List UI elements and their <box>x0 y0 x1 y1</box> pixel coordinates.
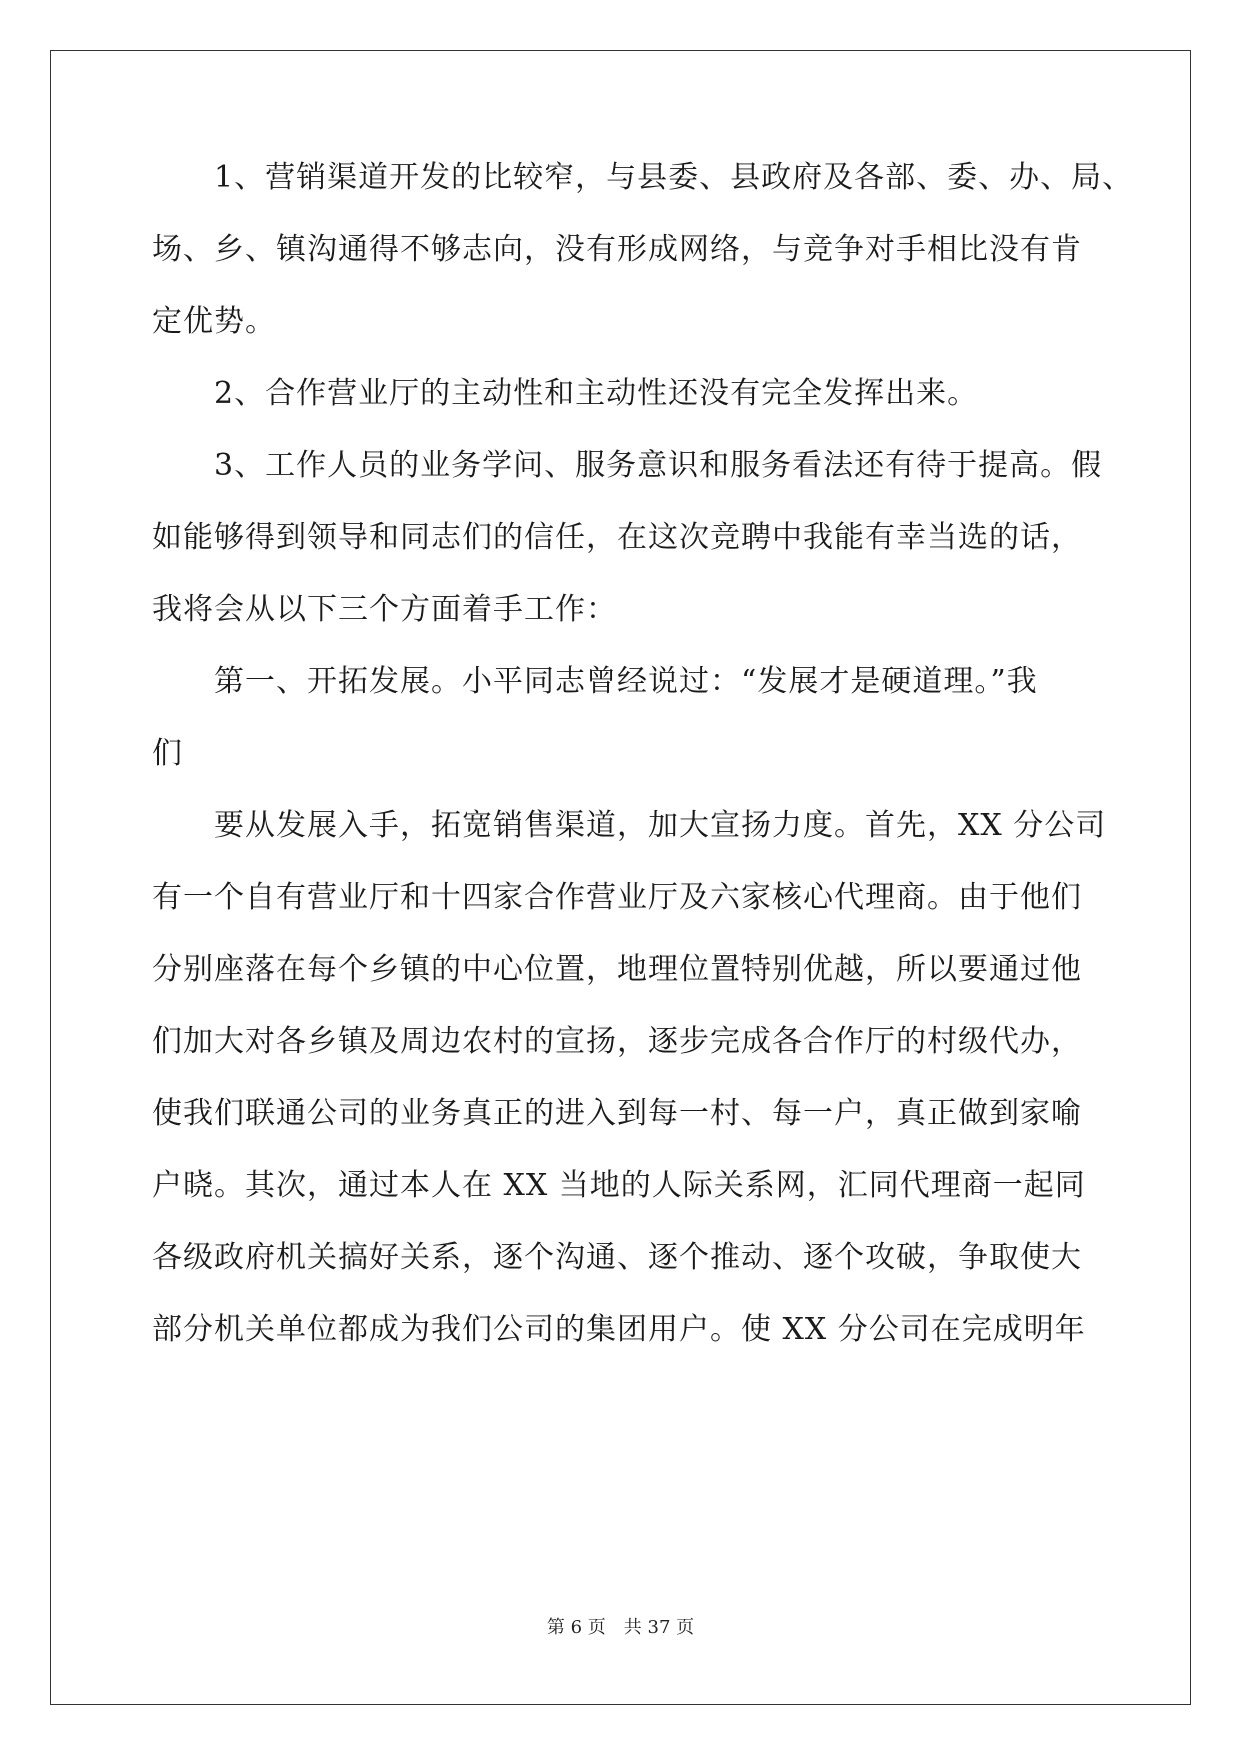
text-line: 第一、开拓发展。小平同志曾经说过：“发展才是硬道理。”我 <box>152 664 1038 699</box>
text-line: 3、工作人员的业务学问、服务意识和服务看法还有待于提高。假 <box>152 448 1103 483</box>
text-line: 们 <box>152 736 183 771</box>
text-line: 们加大对各乡镇及周边农村的宣扬，逐步完成各合作厅的村级代办， <box>152 1024 1082 1059</box>
text-line: 1、营销渠道开发的比较窄，与县委、县政府及各部、委、办、局、 <box>152 160 1134 195</box>
text-line: 部分机关单位都成为我们公司的集团用户。使 XX 分公司在完成明年 <box>152 1312 1086 1347</box>
page-number-footer: 第 6 页 共 37 页 <box>546 1617 695 1638</box>
text-line: 要从发展入手，拓宽销售渠道，加大宣扬力度。首先，XX 分公司 <box>152 808 1107 843</box>
text-line: 各级政府机关搞好关系，逐个沟通、逐个推动、逐个攻破，争取使大 <box>152 1240 1082 1275</box>
text-line: 如能够得到领导和同志们的信任，在这次竞聘中我能有幸当选的话， <box>152 520 1082 555</box>
text-line: 定优势。 <box>152 304 276 339</box>
text-line: 有一个自有营业厅和十四家合作营业厅及六家核心代理商。由于他们 <box>152 880 1082 915</box>
text-line: 分别座落在每个乡镇的中心位置，地理位置特别优越，所以要通过他 <box>152 952 1082 987</box>
text-line: 我将会从以下三个方面着手工作： <box>152 592 617 627</box>
text-line: 使我们联通公司的业务真正的进入到每一村、每一户，真正做到家喻 <box>152 1096 1082 1131</box>
page-border <box>50 50 1191 1705</box>
text-line: 2、合作营业厅的主动性和主动性还没有完全发挥出来。 <box>152 376 979 411</box>
text-line: 场、乡、镇沟通得不够志向，没有形成网络，与竞争对手相比没有肯 <box>152 232 1082 267</box>
text-line: 户晓。其次，通过本人在 XX 当地的人际关系网，汇同代理商一起同 <box>152 1168 1086 1203</box>
